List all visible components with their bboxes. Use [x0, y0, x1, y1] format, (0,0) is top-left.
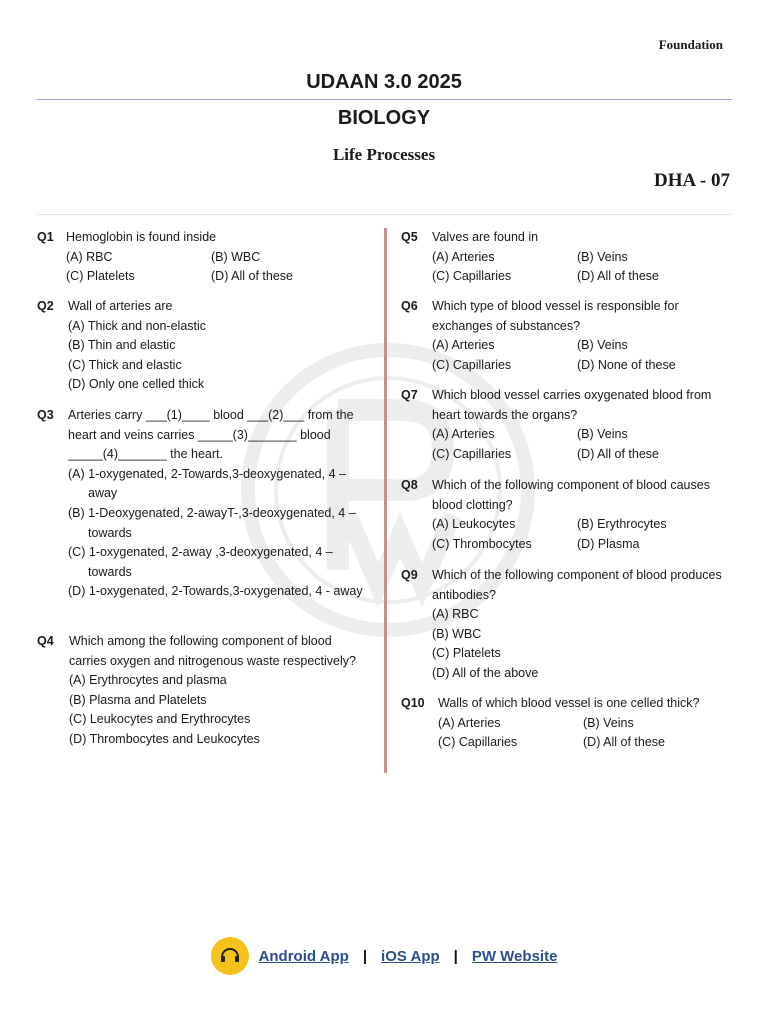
option-b: (B) Veins — [583, 715, 634, 730]
option-b: (B) 1-Deoxygenated, 2-awayT-,3-deoxygenated, 4 –towards — [68, 505, 356, 540]
option-c: (C) Platelets — [432, 646, 501, 661]
option-c: (C) Thick and elastic — [68, 357, 182, 372]
option-d: (D) All of the above — [432, 665, 539, 680]
option-d: (D) All of these — [211, 269, 293, 284]
footer-separator: | — [362, 947, 368, 965]
question-number: Q7 — [401, 388, 418, 402]
option-c: (C) Thrombocytes — [432, 536, 532, 551]
option-d: (D) 1-oxygenated, 2-Towards,3-oxygenated, 4 - away — [68, 584, 363, 599]
question-text: Hemoglobin is found inside — [66, 230, 217, 244]
option-a: (A) Arteries — [432, 338, 495, 353]
question-7 — [401, 386, 731, 464]
option-c: (C) Capillaries — [432, 446, 512, 461]
option-a: (A) Thick and non-elastic — [68, 318, 207, 333]
option-c: (C) Leukocytes and Erythrocytes — [69, 712, 251, 727]
course-title: UDAAN 3.0 2025 — [306, 71, 462, 93]
question-text: Walls of which blood vessel is one celled thick? — [438, 696, 700, 710]
question-number: Q6 — [401, 299, 418, 313]
question-number: Q4 — [37, 634, 54, 648]
question-text: Which type of blood vessel is responsible for exchanges of substances? — [432, 299, 679, 333]
pw-website-link[interactable]: PW Website — [471, 947, 558, 965]
question-number: Q10 — [401, 696, 425, 710]
question-number: Q2 — [37, 299, 54, 313]
question-text: Arteries carry ___(1)____ blood ___(2)___ from the heart and veins carries _____(3)_______ blood _____(4)_______ the heart. — [68, 408, 354, 462]
question-4 — [37, 632, 367, 750]
top-label: Foundation — [658, 37, 723, 52]
option-c: (C) Platelets — [66, 269, 135, 284]
question-number: Q3 — [37, 408, 54, 422]
option-d: (D) None of these — [577, 357, 676, 372]
question-text: Which among the following component of blood carries oxygen and nitrogenous waste respectively? — [69, 634, 356, 668]
chapter-title: Life Processes — [332, 145, 436, 164]
customer-service-icon[interactable] — [211, 937, 249, 975]
question-5 — [401, 228, 731, 287]
option-b: (B) Erythrocytes — [577, 517, 667, 532]
question-6 — [401, 297, 731, 375]
section-divider — [37, 214, 732, 215]
option-a: (A) Arteries — [432, 427, 495, 442]
option-b: (B) WBC — [211, 249, 261, 264]
question-text: Which blood vessel carries oxygenated blood from heart towards the organs? — [432, 388, 712, 422]
question-number: Q1 — [37, 230, 54, 244]
question-8 — [401, 476, 731, 554]
question-2 — [37, 297, 367, 395]
option-a: (A) Erythrocytes and plasma — [69, 673, 227, 688]
footer-separator: | — [453, 947, 458, 965]
question-text: Which of the following component of blood causes blood clotting? — [432, 478, 710, 512]
option-c: (C) Capillaries — [432, 269, 512, 284]
option-b: (B) Veins — [577, 338, 628, 353]
option-d: (D) All of these — [577, 446, 659, 461]
option-b: (B) Thin and elastic — [68, 338, 176, 353]
option-d: (D) All of these — [577, 269, 659, 284]
option-b: (B) Plasma and Platelets — [69, 692, 207, 707]
option-a: (A) RBC — [432, 607, 479, 622]
subject-title: BIOLOGY — [337, 107, 431, 129]
option-c: (C) Capillaries — [432, 357, 512, 372]
option-d: (D) All of these — [583, 735, 665, 750]
option-a: (A) 1-oxygenated, 2-Towards,3-deoxygenated, 4 –away — [68, 466, 346, 501]
option-d: (D) Thrombocytes and Leukocytes — [69, 731, 260, 746]
question-9 — [401, 566, 731, 684]
option-c: (C) 1-oxygenated, 2-away ,3-deoxygenated, 4 – towards — [68, 545, 333, 579]
option-d: (D) Plasma — [577, 536, 640, 551]
footer-links — [0, 936, 768, 976]
question-text: Wall of arteries are — [68, 299, 173, 313]
question-number: Q8 — [401, 478, 418, 492]
sheet-code: DHA - 07 — [654, 170, 730, 191]
option-b: (B) Veins — [577, 249, 628, 264]
option-a: (A) Arteries — [438, 715, 501, 730]
option-a: (A) Leukocytes — [432, 517, 516, 532]
question-3 — [37, 406, 367, 602]
ios-app-link[interactable]: iOS App — [381, 947, 440, 965]
question-text: Valves are found in — [432, 230, 539, 244]
question-10 — [401, 694, 731, 753]
option-b: (B) WBC — [432, 626, 482, 641]
option-d: (D) Only one celled thick — [68, 377, 205, 392]
option-a: (A) RBC — [66, 249, 113, 264]
question-number: Q9 — [401, 568, 418, 582]
question-text: Which of the following component of blood produces antibodies? — [432, 568, 722, 602]
option-a: (A) Arteries — [432, 249, 495, 264]
question-1 — [37, 228, 367, 287]
header-divider — [37, 99, 732, 100]
column-divider — [384, 228, 387, 773]
question-number: Q5 — [401, 230, 418, 244]
option-c: (C) Capillaries — [438, 735, 518, 750]
android-app-link[interactable]: Android App — [258, 947, 349, 965]
option-b: (B) Veins — [577, 427, 628, 442]
